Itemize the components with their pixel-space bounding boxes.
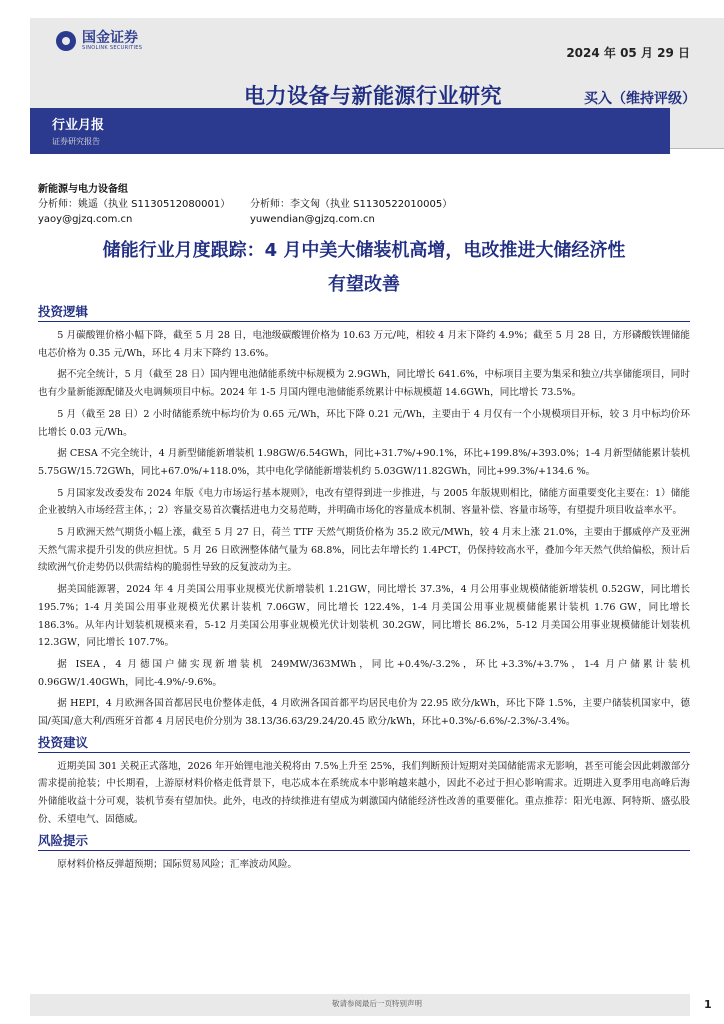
company-logo xyxy=(56,30,142,52)
logo-en-text: SINOLINK SECURITIES xyxy=(82,45,143,51)
paragraph: 据 ISEA，4 月德国户储实现新增装机 249MW/363MWh，同比+0.4%/-3.2%，环比+3.3%/+3.7%，1-4 月户储累计装机 0.96GW/1.40GWh，同比-4.9%/-9.6%。 xyxy=(38,658,690,688)
report-subtype: 证券研究报告 xyxy=(52,137,100,146)
paragraph: 据不完全统计，5 月（截至 28 日）国内锂电池储能系统中标规模为 2.9GWh，同比增长 641.6%，中标项目主要为集采和独立/共享储能项目，同时也有少量新能源配储及火电调频项目中标。2024 年 1-5 月国内锂电池储能系统累计中标规模超 14.6GWh，同比增长 73.5%。 xyxy=(38,369,690,399)
analyst-1: 分析师：姚遥（执业 S1130512080001） xyxy=(38,199,231,210)
paragraph: 5 月国家发改委发布 2024 年版《电力市场运行基本规则》，电改有望得到进一步推进，与 2005 年版规则相比，储能方面重要变化主要在：1）储能企业被纳入市场经营主体，；2）容量交易首次囊括进电力交易范畴，并明确市场化的容量成本机制、容量补偿、容量市场等，有望提升项目收益率水平。 xyxy=(38,487,690,517)
report-date: 2024 年 05 月 29 日 xyxy=(566,46,690,60)
paragraph: 5 月碳酸锂价格小幅下降，截至 5 月 28 日，电池级碳酸锂价格为 10.63 万元/吨，相较 4 月末下降约 4.9%；截至 5 月 28 日，方形磷酸铁锂储能电芯价格为 0.35 元/Wh，环比 4 月末下降约 13.6%。 xyxy=(38,330,690,359)
logo-cn-text: 国金证券 xyxy=(82,29,138,45)
paragraph: 原材料价格反弹超预期；国际贸易风险；汇率波动风险。 xyxy=(57,858,298,870)
analyst-1-email[interactable]: yaoy@gjzq.com.cn xyxy=(38,214,133,225)
paragraph: 5 月（截至 28 日）2 小时储能系统中标均价为 0.65 元/Wh，环比下降 0.21 元/Wh，主要由于 4 月仅有一个小规模项目开标，较 3 月中标均价环比增长 0.03 元/Wh。 xyxy=(38,408,690,438)
paragraph: 据 HEPI，4 月欧洲各国首都居民电价整体走低，4 月欧洲各国首都平均居民电价为 22.95 欧分/kWh，环比下降 1.5%，主要户储装机国家中，德国/英国/意大利/西班牙首都 4 月居民电价分别为 38.13/36.63/29.24/20.45 欧分/kWh，环比+0.3%/-6.6%/-2.3%/-3.4%。 xyxy=(38,698,690,728)
footer-disclaimer[interactable]: 敬请参阅最后一页特别声明 xyxy=(332,999,422,1008)
page-number: 1 xyxy=(704,998,712,1011)
analyst-2: 分析师：李文匈（执业 S1130522010005） xyxy=(250,199,453,210)
logic-paragraphs xyxy=(38,327,690,731)
analyst-2-email[interactable]: yuwendian@gjzq.com.cn xyxy=(250,214,375,225)
section-title-risk: 风险提示 xyxy=(38,833,690,851)
industry-title: 电力设备与新能源行业研究 xyxy=(244,84,502,108)
report-type: 行业月报 xyxy=(52,118,105,133)
team-name: 新能源与电力设备组 xyxy=(38,184,128,195)
paragraph: 据美国能源署，2024 年 4 月美国公用事业规模光伏新增装机 1.21GW，同比增长 37.3%，4 月公用事业规模储能新增装机 0.52GW，同比增长 195.7%；1-4 月美国公用事业规模光伏累计装机 7.06GW，同比增长 122.4%，1-4 月美国公用事业规模储能累计装机 1.76 GW，同比增长 186.3%。从年内计划装机规模来看，5-12 月美国公用事业规模光伏计划装机 30.2GW，同比增长 86.2%，5-12 月美国公用事业规模储能计划装机 12.3GW，同比增长 107.7%。 xyxy=(38,584,690,649)
section-title-logic: 投资逻辑 xyxy=(38,304,690,322)
report-headline xyxy=(40,234,688,302)
report-body xyxy=(38,304,690,877)
analyst-block xyxy=(38,182,688,227)
logo-mark-icon xyxy=(56,31,76,51)
report-type-bar xyxy=(30,108,670,154)
headline-line-1: 储能行业月度跟踪：4 月中美大储装机高增，电改推进大储经济性 xyxy=(102,240,626,261)
headline-line-2: 有望改善 xyxy=(328,274,400,295)
paragraph: 据 CESA 不完全统计，4 月新型储能新增装机 1.98GW/6.54GWh，同比+31.7%/+90.1%，环比+199.8%/+393.0%；1-4 月新型储能累计装机 5.75GW/15.72GWh，同比+67.0%/+118.0%，其中电化学储能新增装机约 5.03GW/11.82GWh，同比+99.3%/+134.6 %。 xyxy=(38,448,690,477)
footer-band xyxy=(30,994,724,1016)
paragraph: 近期美国 301 关税正式落地，2026 年开始锂电池关税将由 7.5%上升至 25%，我们判断预计短期对美国储能需求无影响，甚至可能会因此刺激部分需求提前抢装；中长期看，上游原材料价格走低背景下，电芯成本在系统成本中影响越来越小，因此不必过于担心影响需求。近期进入夏季用电高峰后海外储能收益十分可观，装机节奏有望加快。此外，电改的持续推进有望成为刺激国内储能经济性改善的重要催化。重点推荐：阳光电源、阿特斯、盛弘股份、禾望电气、固德威。 xyxy=(38,760,690,825)
rating-badge: 买入（维持评级） xyxy=(584,91,696,107)
section-title-advice: 投资建议 xyxy=(38,735,690,753)
paragraph: 5 月欧洲天然气期货小幅上涨，截至 5 月 27 日，荷兰 TTF 天然气期货价格为 35.2 欧元/MWh，较 4 月末上涨 21.0%，主要由于挪威停产及亚洲天然气需求提升引发的供应担忧。5 月 26 日欧洲整体储气量为 68.8%，同比去年增长约 1.4PCT，仍保持较高水平，叠加今年天然气供给偏松，预计后续欧洲气价走势仍以供需结构的脆弱性导致的反复波动为主。 xyxy=(38,527,690,574)
